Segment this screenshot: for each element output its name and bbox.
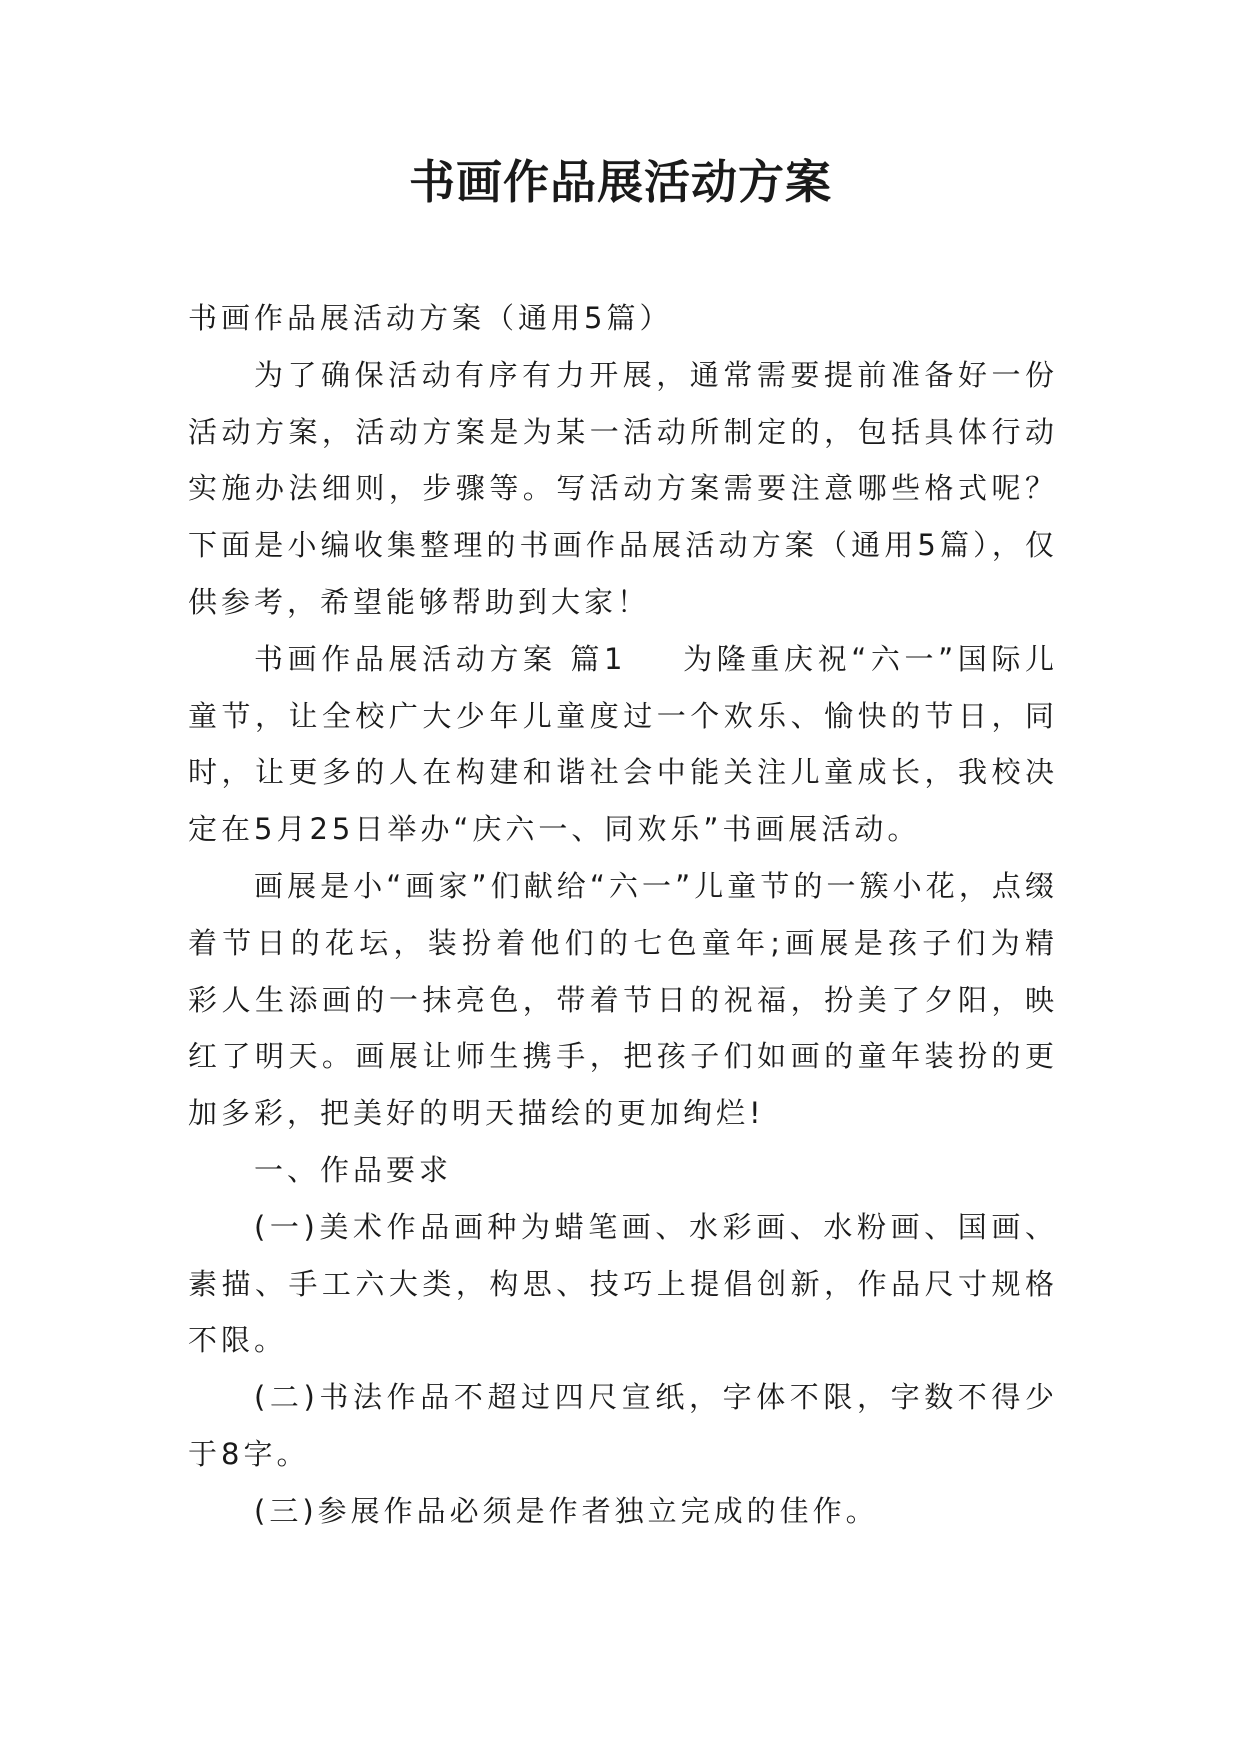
requirements-heading: 一、作品要求: [254, 1152, 453, 1187]
document-subtitle: 书画作品展活动方案（通用5篇）: [188, 301, 673, 335]
requirement-item-1: (一)美术作品画种为蜡笔画、水彩画、水粉画、国画、素描、手工六大类，构思、技巧上提倡创新，作品尺寸规格不限。: [188, 1209, 1058, 1358]
section1-heading: 书画作品展活动方案 篇1: [254, 641, 627, 676]
requirement-item-2: (二)书法作品不超过四尺宣纸，字体不限，字数不得少于8字。: [188, 1380, 1058, 1471]
intro-paragraph: 为了确保活动有序有力开展，通常需要提前准备好一份活动方案，活动方案是为某一活动所制定的，包括具体行动实施办法细则，步骤等。写活动方案需要注意哪些格式呢？下面是小编收集整理的书画作品展活动方案（通用5篇），仅供参考，希望能够帮助到大家！: [188, 357, 1058, 619]
section1-paragraph-1: 为隆重庆祝“六一”国际儿童节，让全校广大少年儿童度过一个欢乐、愉快的节日，同时，让更多的人在构建和谐社会中能关注儿童成长，我校决定在5月25日举办“庆六一、同欢乐”书画展活动。: [188, 641, 1058, 847]
document-title: 书画作品展活动方案: [409, 155, 832, 209]
section1-first-paragraph: [188, 631, 1058, 858]
requirement-item-3: (三)参展作品必须是作者独立完成的佳作。: [254, 1493, 879, 1528]
section1-paragraph-2: 画展是小“画家”们献给“六一”儿童节的一簇小花，点缀着节日的花坛，装扮着他们的七色童年;画展是孩子们为精彩人生添画的一抹亮色，带着节日的祝福，扮美了夕阳，映红了明天。画展让师生携手，把孩子们如画的童年装扮的更加多彩，把美好的明天描绘的更加绚烂!: [188, 868, 1058, 1131]
document-body: [188, 290, 1058, 1540]
